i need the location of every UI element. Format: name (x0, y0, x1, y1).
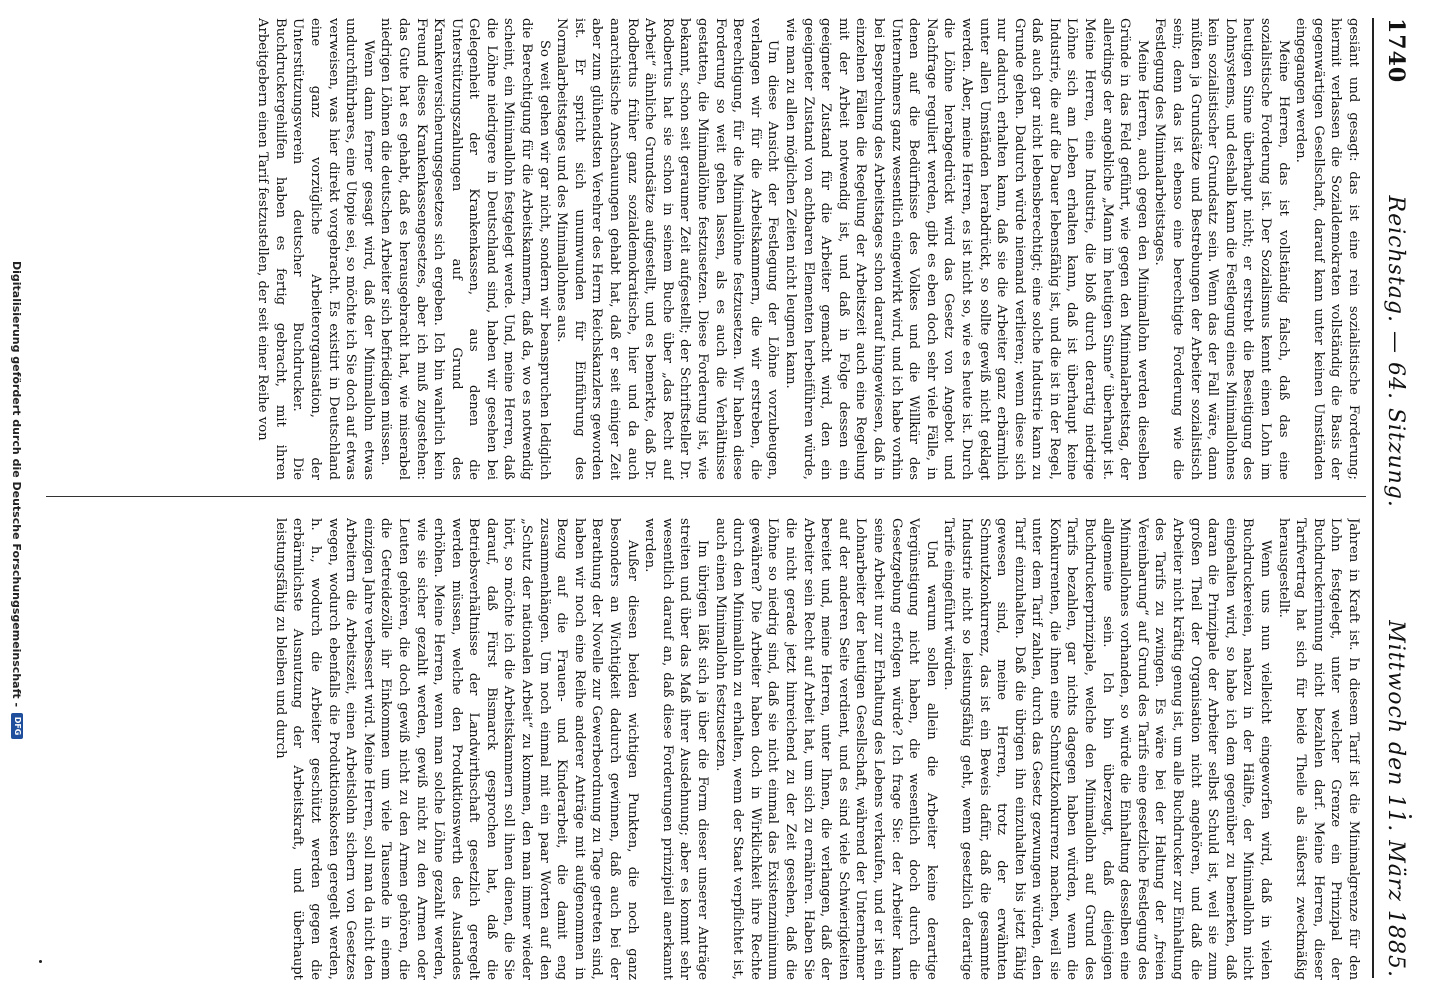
paragraph: Jahren in Kraft ist. In diesem Tarif ist die Minimalgrenze für den Lohn festgelegt, unter welcher Grenze ein Prinzipal der Buchdruckerinnung nicht bezahlen darf. Meine Herren, dieser Tarifvertrag hat sich für beide Theile als äußerst zweckmäßig herausgestellt. (1275, 518, 1361, 980)
left-column (62, 18, 1362, 480)
session-date: Mittwoch den 11. März 1885. (1383, 620, 1409, 978)
paragraph: gesiänt und gesagt: das ist eine rein sozialistische Forderung; hiermit verlassen die Sozialdemokraten vollständig die Basis der gegenwärtigen Gesellschaft, darauf kann unter keinen Umständen eingegangen werden. (1293, 18, 1361, 480)
paragraph: Um diese Ansicht der Festlegung der Löhne vorzubeugen, verlangen wir für die Arbeitskammern, die wir erstreben, die Berechtigung, für die Minimallöhne festzusetzen. Wir haben diese Forderung so weit gehen lassen, als es auch die Verhältnisse gestatten, die Minimallöhne festzusetzen. Diese Forderung ist, wie bekannt, schon seit geraumer Zeit aufgestellt; der Schriftsteller Dr. Rodbertus hat sie schon in seinem Buche über „das Recht auf Arbeit“ ähnliche Grundsätze aufgestellt, und es bemerkte, daß Dr. Rodbertus früher ganz sozialdemokratische, hier und da auch anarchistische Anschauungen gehabt hat, daß er seit einiger Zeit aber zum glühendsten Verehrer des Herrn Reichskanzlers geworden ist. Er spricht sich unumwunden für Einführung des Normalarbeitstages und des Minimallohnes aus. (554, 18, 781, 480)
paragraph: So weit gehen wir gar nicht, sondern wir beanspruchen lediglich die Berechtigung für die Arbeitskammern, daß da, wo es notwendig scheint, ein Minimallohn festgelegt werde. Und, meine Herren, daß die Löhne niedrigere in Deutschland sind, haben wir gesehen bei Gelegenheit der Krankenkassen, aus denen die Unterstützungszahlungen auf Grund des Krankenversicherungsgesetzes sich ergeben. Ich bin wahrlich kein Freund dieses Krankenkassengesetzes, aber ich muß zugestehen: das Gute hat es gehabt, daß es herausgebracht hat, wie miserabel niedrigen Löhnen die deutschen Arbeiter sich befriedigen müssen. (378, 18, 552, 480)
scan-speck (1409, 815, 1412, 818)
scan-speck (39, 960, 42, 963)
digitization-footer (4, 0, 30, 1000)
page-header (1376, 18, 1416, 978)
paragraph: Im übrigen läßt sich ja über die Form dieser unserer Anträge streiten und über das Maß ihrer Ausdehnung; aber es kommt sehr wesentlich darauf an, daß diese Forderungen prinzipiell anerkannt werden. (642, 518, 711, 980)
header-rule (1372, 18, 1374, 978)
dfg-logo: DFG (11, 713, 23, 739)
paragraph: Meine Herren, auch gegen den Minimallohn werden dieselben Gründe in das Feld geführt, wie gegen den Minimalarbeitstag, der allerdings der angebliche „Mann im heutigen Sinne“ überhaupt ist. Meine Herren, eine Industrie, die bloß durch derartig niedrige Löhne sich am Leben erhalten kann, daß ist überhaupt keine Industrie, die auf die Dauer lebensfähig ist, und die ist in der Regel, daß auch gar nicht lebensberechtigt; eine solche Industrie kann zu Grunde gehen. Dadurch würde niemand verlieren; wenn diese sich nur dadurch erhalten kann, daß sie die Arbeiter ganz erbärmlich unter allen Umständen herabdrückt, so sollte gewiß nicht geklagt werden. Aber, meine Herren, es ist nicht so, wie es heute ist. Durch die Löhne herabgedrückt wird das Gesetz von Angebot und Nachfrage reguliert werden, gibt es eben doch sehr viele Fälle, in denen auf die Bedürfnisse des Volkes und die Willkür des Unternehmers ganz wesentlich eingewirkt wird, und ich habe vorhin bei Besprechung des Arbeitstages schon darauf hingewiesen, daß in einzelnen Fällen die Regelung der Arbeitszeit auch eine Regelung mit der Arbeit notwendig ist, und daß in Folge dessen ein geeigneter Zustand für die Arbeiter gemacht wird, den ein geeigneter Zustand von achtbaren Elementen herbeiführen würde, wie man zu allen möglichen Zeiten nicht leugnen kann. (783, 18, 1150, 480)
paragraph: Und warum sollen allein die Arbeiter keine derartige Vergünstigung nicht haben, die wesentlich doch durch die Gesetzgebung erfolgen würde? Ich frage Sie: der Arbeiter kann seine Arbeit nur zur Erhaltung des Lebens verkaufen, und er ist ein Lohnarbeiter der heutigen Gesellschaft, während der Unternehmer auf der anderen Seite verdient, und es sind viele Schwierigkeiten bereitet und, meine Herren, unter Ihnen, die verlangen, daß der Arbeiter sein Recht auf Arbeit hat, um sich zu ernähren. Haben Sie die nicht gerade jetzt hinreichend zu der Zeit gesehen, daß die Löhne so niedrig sind, daß sie nicht einmal das Existenzminimum gewähren? Die Arbeiter haben doch in Wirklichkeit ihre Rechte durch den Minimallohn zu erhalten, wenn der Staat verpflichtet ist, auch einen Minimallohn festzusetzen. (712, 518, 939, 980)
paragraph: Meine Herren, das ist vollständig falsch, daß das eine sozialistische Forderung ist. Der Sozialismus kennt einen Lohn im heutigen Sinne überhaupt nicht; er erstrebt die Beseitigung des Lohnsystems, und deshalb kann die Festlegung eines Minimallohnes kein sozialistischer Grundsatz sein. Wenn das der Fall wäre, dann müßten ja Grundsätze und Bestrebungen der Arbeiter sozialistisch sein; denn das ist ebenso eine berechtigte Forderung wie die Festlegung des Minimalarbeitstages. (1152, 18, 1291, 480)
session-title: Reichstag. — 64. Sitzung. (1383, 195, 1409, 508)
paragraph: Wenn uns nun vielleicht eingeworfen wird, daß in vielen Buchdruckereien, nahezu in der Hälfte, der Minimallohn nicht eingehalten wird, so habe ich dem gegenüber zu bemerken, daß daran die Prinzipale der Arbeiter selbst Schuld ist, weil sie zum großen Theil der Organisation nicht angehören, und daß die Arbeiter nicht kräftig genug ist, um alle Buchdrucker zur Einhaltung des Tarifs zu zwingen. Es wäre bei der Haltung der „freien Vereinbarung“ auf Grund des Tarifs eine gesetzliche Festlegung des Minimallohnes vorhanden, so würde die Einhaltung desselben eine allgemeine sein. Ich bin überzeugt, daß diejenigen Buchdruckerprinzipale, welche den Minimallohn auf Grund des Tarifs bezahlen, gar nichts dagegen haben würden, wenn die Konkurrenten, die ihnen eine Schmutzkonkurrenz machen, weil sie unter dem Tarif zahlen, durch das Gesetz gezwungen würden, den Tarif einzuhalten. Daß die übrigen ihn einzuhalten bis jetzt fähig gewesen sind, meine Herren, trotz der erwähnten Schmutzkonkurrenz, das ist ein Beweis dafür, daß die gesammte Industrie nicht so leistungsfähig geht, wenn gesetzlich derartige Tarife eingeführt würden. (941, 518, 1274, 980)
footer-text: Digitalisierung gefördert durch die Deutsche Forschungsgemeinschaft - (10, 260, 24, 708)
paragraph: Außer diesen beiden wichtigen Punkten, die noch ganz besonders an Wichtigkeit dadurch gewinnen, daß auch bei der Berathung der Novelle zur Gewerbeordnung zu Tage getreten sind, haben wir noch eine Reihe anderer Anträge mit aufgenommen in Bezug auf die Frauen- und Kinderarbeit, die damit eng zusammenhängen. Um noch einmal mit ein paar Worten auf den „Schutz der nationalen Arbeit“ zu kommen, den man immer wieder hört, so möchte ich die Arbeitskammern soll ihnen dienen, die Sie darauf, daß Fürst Bismarck gesprochen hat, daß die Betriebsverhältnisse der Landwirthschaft gesetzlich geregelt werden müssen, welche den Produktionswerth des Auslandes erhöhen. Meine Herren, wenn man solche Löhne gezahlt werden, wie sie sicher gezahlt werden, gewiß nicht zu den Armen oder Leuten gehören, die doch gewiß nicht zu den Armen gehören, die die Getreidezölle ihr Einkommen um viele Tausende in einem einzigen Jahre verbessert wird. Meine Herren, soll man da nicht den Arbeitern die Arbeitszeit, einen Arbeitslohn sichern von Gesetzes wegen, wodurch ebenfalls die Produktionskosten geregelt werden, h. h., wodurch die Arbeiter geschützt werden gegen die erbärmlichste Ausnutzung der Arbeitskraft, und überhaupt leistungsfähig zu bleiben und durch (272, 518, 640, 980)
right-column (62, 518, 1362, 980)
page-number: 1740 (1383, 18, 1409, 84)
paragraph: Wenn dann ferner gesagt wird, daß der Minimallohn etwas undurchführbares, eine Utopie sei, so möchte ich Sie doch auf etwas verweisen, was hier direkt vorgebracht. Es existirt in Deutschland eine ganz vorzügliche Arbeiterorganisation, der Unterstützungsverein deutscher Buchdrucker. Die Buchdruckergehilfen haben es fertig gebracht, mit ihren Arbeitgebern einen Tarif festzustellen, der seit einer Reihe von (255, 18, 376, 480)
column-divider (46, 496, 1366, 497)
